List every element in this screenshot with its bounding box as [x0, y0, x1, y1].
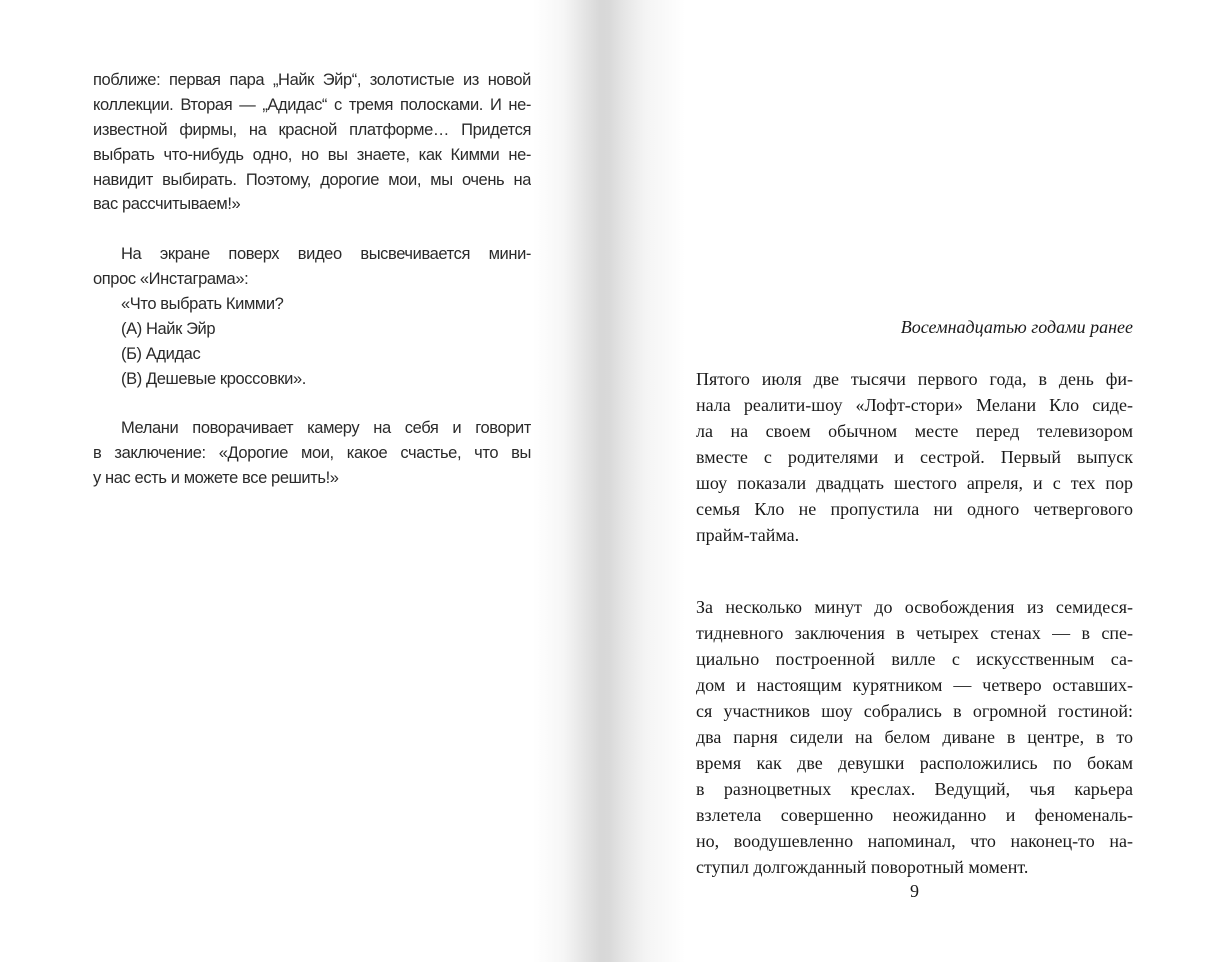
- paragraph: [696, 594, 1133, 880]
- text-line: в разноцветных креслах. Ведущий, чья карьера: [696, 779, 1133, 799]
- section-heading: Восемнадцатью годами ранее: [900, 317, 1133, 337]
- text-line: ступил долгожданный поворотный момент.: [696, 857, 1029, 877]
- text-line: шоу показали двадцать шестого апреля, и с тех пор: [696, 473, 1133, 493]
- paragraph: [93, 242, 531, 292]
- text-line: в заключение: «Дорогие мои, какое счастье, что вы: [93, 444, 531, 463]
- text-line: навидит выбирать. Поэтому, дорогие мои, мы очень на: [93, 170, 531, 189]
- left-page: [93, 68, 531, 491]
- poll-list: [93, 292, 531, 392]
- text-line: семья Кло не пропустила ни одного четвергового: [696, 499, 1133, 519]
- text-line: вас рассчитываем!»: [93, 195, 241, 214]
- text-line: нала реалити-шоу «Лофт-стори» Мелани Кло сиде-: [696, 395, 1133, 415]
- text-line: тидневного заключения в четырех стенах — в спе-: [696, 623, 1133, 643]
- text-line: опрос «Инстаграма»:: [93, 270, 249, 289]
- text-line: (А) Найк Эйр: [121, 319, 216, 338]
- text-line: циально построенной вилле с искусственным са-: [696, 649, 1133, 669]
- paragraph: [696, 366, 1133, 548]
- text-line: но, воодушевленно напоминал, что наконец-то на-: [696, 831, 1133, 851]
- text-line: выбрать что-нибудь одно, но вы знаете, как Кимми не-: [93, 145, 531, 164]
- text-line: Мелани поворачивает камеру на себя и говорит: [121, 419, 531, 438]
- text-line: (Б) Адидас: [121, 344, 201, 363]
- text-line: прайм-тайма.: [696, 525, 800, 545]
- text-line: «Что выбрать Кимми?: [121, 295, 284, 314]
- text-line: два парня сидели на белом диване в центре, в то: [696, 727, 1133, 747]
- text-line: На экране поверх видео высвечивается мини-: [121, 245, 531, 264]
- text-line: ла на своем обычном месте перед телевизором: [696, 421, 1133, 441]
- text-line: ся участников шоу собрались в огромной гостиной:: [696, 701, 1133, 721]
- text-line: коллекции. Вторая — „Адидас“ с тремя полосками. И не-: [93, 95, 531, 114]
- text-line: взлетела совершенно неожиданно и феноменаль-: [696, 805, 1133, 825]
- text-line: у нас есть и можете все решить!»: [93, 469, 339, 488]
- text-line: время как две девушки расположились по бокам: [696, 753, 1133, 773]
- text-line: Пятого июля две тысячи первого года, в день фи-: [696, 369, 1133, 389]
- text-line: поближе: первая пара „Найк Эйр“, золотистые из новой: [93, 71, 531, 89]
- book-gutter-shadow: [533, 0, 685, 962]
- text-line: За несколько минут до освобождения из семидеся-: [696, 597, 1133, 617]
- right-page: [696, 314, 1133, 880]
- text-line: вместе с родителями и сестрой. Первый выпуск: [696, 447, 1133, 467]
- paragraph: [93, 416, 531, 491]
- paragraph: [93, 68, 531, 217]
- text-line: известной фирмы, на красной платформе… Придется: [93, 120, 531, 139]
- text-line: дом и настоящим курятником — четверо оставших-: [696, 675, 1133, 695]
- text-line: (В) Дешевые кроссовки».: [121, 369, 306, 388]
- page-number: 9: [910, 881, 919, 901]
